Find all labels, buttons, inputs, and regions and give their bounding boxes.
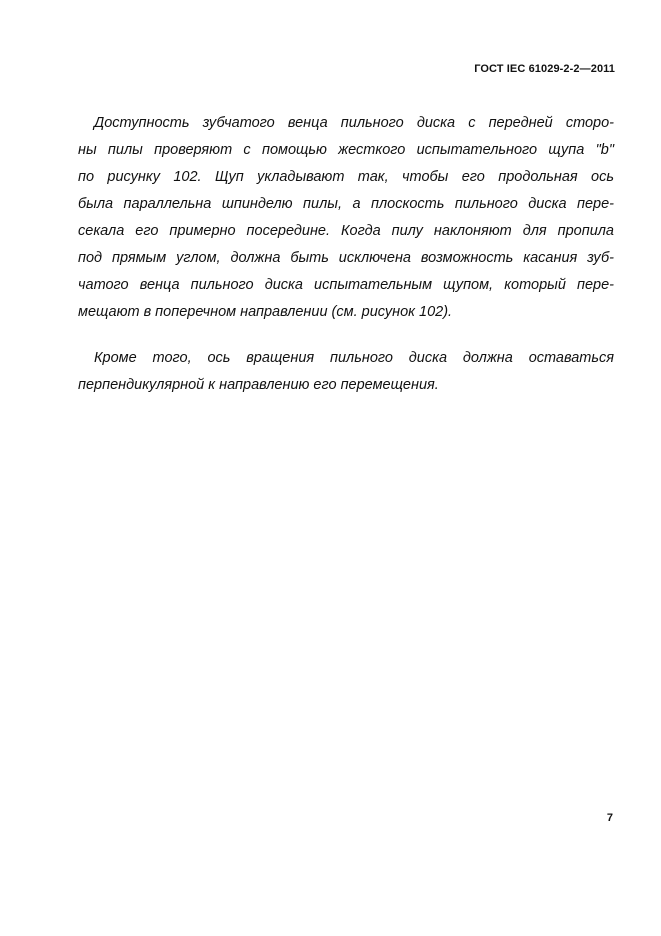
paragraph-line: перпендикулярной к направлению его перемещения. [78,377,439,393]
paragraph-line: была параллельна шпинделю пилы, а плоскость пильного диска пере- [78,196,614,212]
paragraph-spacer [78,329,614,348]
paragraph-line: под прямым углом, должна быть исключена возможность касания зуб- [78,250,614,266]
paragraph-line: секала его примерно посередине. Когда пилу наклоняют для пропила [78,223,614,239]
paragraph-axis [78,348,614,402]
standard-designation: ГОСТ IEC 61029-2-2—2011 [474,63,615,75]
paragraph-line: ны пилы проверяют с помощью жесткого испытательного щупа "b" [78,142,614,158]
paragraph-line: Кроме того, ось вращения пильного диска должна оставаться [94,350,614,366]
document-header [474,63,615,75]
paragraph-line: мещают в поперечном направлении (см. рисунок 102). [78,304,453,320]
paragraph-accessibility [78,113,614,329]
paragraph-line: Доступность зубчатого венца пильного диска с передней сторо- [94,115,614,131]
paragraph-line: по рисунку 102. Щуп укладывают так, чтобы его продольная ось [78,169,614,185]
paragraph-line: чатого венца пильного диска испытательным щупом, который пере- [78,277,614,293]
page-number: 7 [606,812,613,824]
document-body [78,113,614,402]
